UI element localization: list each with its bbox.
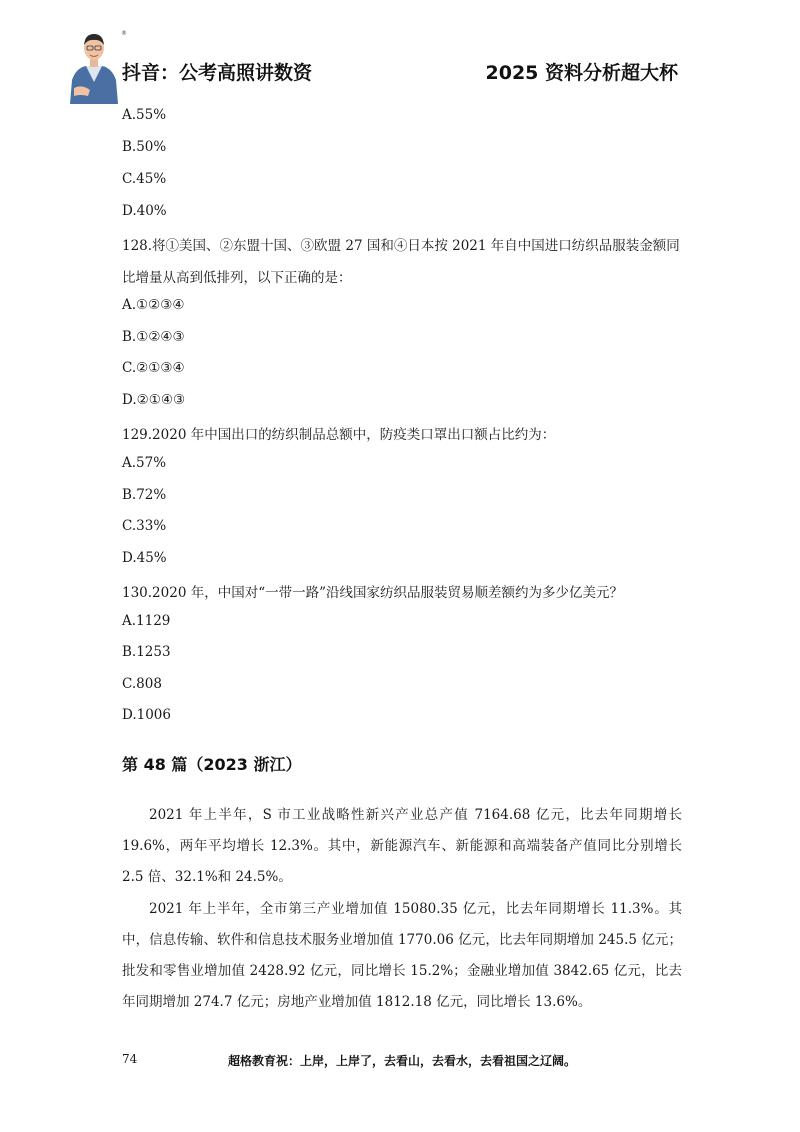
option-line: A.55%	[122, 107, 167, 123]
option-line: A.57%	[122, 455, 167, 471]
option-line: D.1006	[122, 707, 171, 723]
option-line: B.①②④③	[122, 329, 185, 345]
header-channel-title: 抖音：公考高照讲数资	[122, 62, 313, 84]
material-paragraph: 2021 年上半年，全市第三产业增加值 15080.35 亿元，比去年同期增长 11.3%。其中，信息传输、软件和信息技术服务业增加值 1770.06 亿元，比去年同期增加 245.5 亿元；批发和零售业增加值 2428.92 亿元，同比增长 15.2%；金融业增加值 3842.65 亿元，比去年同期增加 274.7 亿元；房地产业增加值 1812.18 亿元，同比增长 13.6%。	[122, 901, 682, 1010]
option-line: B.50%	[122, 139, 167, 155]
question-stem: 128.将①美国、②东盟十国、③欧盟 27 国和④日本按 2021 年自中国进口纺织品服装金额同	[122, 238, 680, 254]
question-stem: 130.2020 年，中国对“一带一路”沿线国家纺织品服装贸易顺差额约为多少亿美元？	[122, 585, 624, 601]
question-stem: 129.2020 年中国出口的纺织制品总额中，防疫类口罩出口额占比约为：	[122, 427, 556, 443]
option-line: C.33%	[122, 518, 167, 534]
option-line: B.72%	[122, 487, 167, 503]
author-avatar	[68, 28, 120, 104]
option-line: A.①②③④	[122, 297, 185, 313]
option-line: A.1129	[122, 613, 171, 629]
material-paragraph: 2021 年上半年，S 市工业战略性新兴产业总产值 7164.68 亿元，比去年同期增长 19.6%，两年平均增长 12.3%。其中，新能源汽车、新能源和高端装备产值同比分别增长 2.5 倍、32.1%和 24.5%。	[122, 807, 682, 885]
option-line: D.②①④③	[122, 392, 186, 408]
option-line: D.40%	[122, 203, 167, 219]
option-line: C.②①③④	[122, 360, 185, 376]
option-line: B.1253	[122, 644, 171, 660]
option-line: D.45%	[122, 550, 167, 566]
header-book-title: 2025 资料分析超大杯	[485, 62, 678, 84]
registered-mark: ®	[121, 30, 127, 37]
page-number: 74	[122, 1052, 138, 1066]
section-title: 第 48 篇（2023 浙江）	[122, 755, 302, 774]
option-line: C.808	[122, 676, 162, 692]
question-stem: 比增量从高到低排列，以下正确的是：	[122, 270, 352, 286]
footer-slogan: 超格教育祝：上岸，上岸了，去看山，去看水，去看祖国之辽阔。	[228, 1054, 577, 1068]
option-line: C.45%	[122, 171, 167, 187]
